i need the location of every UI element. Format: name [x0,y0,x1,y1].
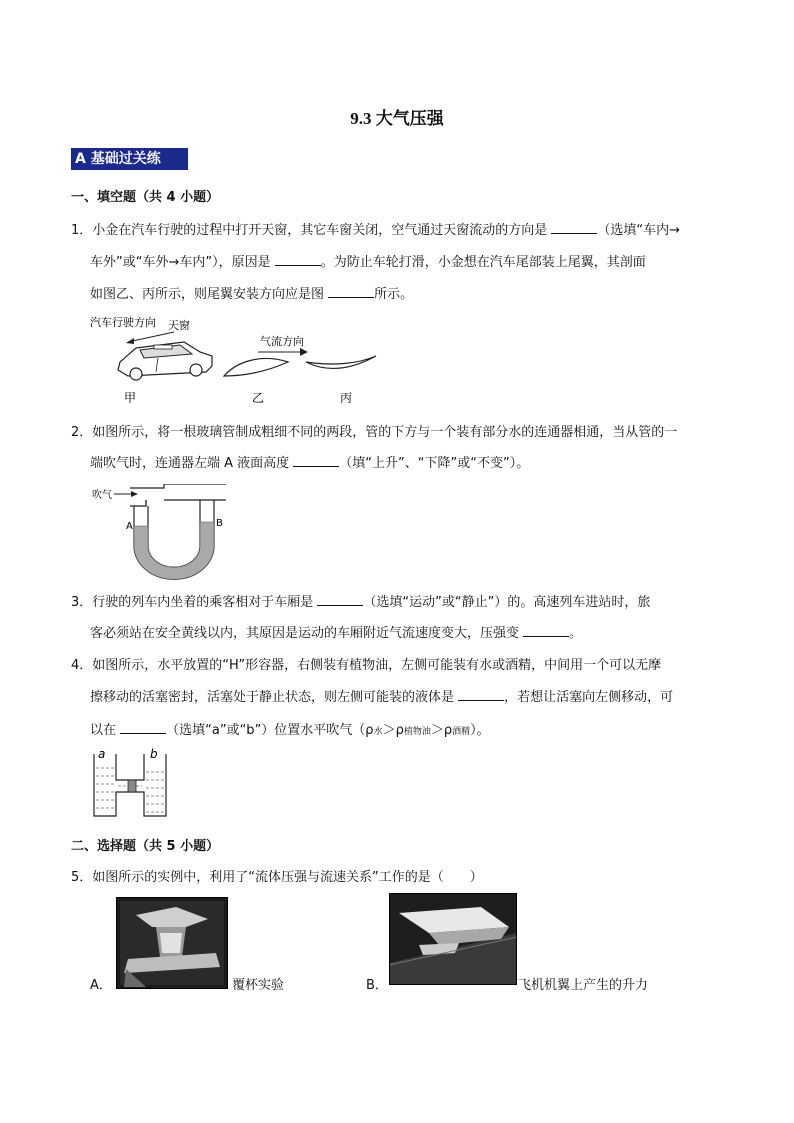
answer-blank[interactable] [293,454,339,467]
wing-yi-icon [224,358,288,376]
question-2-line-2 [90,452,529,471]
question-4-line-1: 4．如图所示，水平放置的“H”形容器，右侧装有植物油，左侧可能装有水或酒精，中间用一个可以无摩 [71,658,662,673]
piston [128,780,136,792]
label-a: A [126,521,133,532]
car-icon [118,342,212,380]
q1-text: 所示。 [374,287,414,302]
answer-blank[interactable] [328,285,374,298]
q3-text: 客必须站在安全黄线以内，其原因是运动的车厢附近气流速度变大，压强变 [90,626,524,641]
q4-text: ＞ρ [430,723,453,738]
drive-arrow [128,332,174,342]
q4-text: （选填“a”或“b”）位置水平吹气（ρ [166,723,374,738]
figure-label-jia: 甲 [124,391,137,405]
sunroof-label: 天窗 [168,319,190,332]
cup-experiment-photo [116,897,228,989]
question-1-line-3 [90,283,413,302]
q1-text: 如图乙、丙所示，则尾翼安装方向应是图 [90,287,329,302]
section-heading-fill: 一、填空题（共 4 小题） [71,190,220,205]
connected-vessel-figure [90,484,240,580]
airplane-wing-photo [389,893,517,985]
question-4-line-3 [90,719,490,738]
arrowhead-icon [131,491,138,497]
q2-text: （填“上升”、“下降”或“不变”）。 [339,456,530,471]
label-a: a [98,747,106,761]
option-b-text[interactable]: 飞机机翼上产生的升力 [518,978,649,993]
q2-text: 端吹气时，连通器左端 A 液面高度 [90,456,294,471]
question-1-line-2 [90,251,646,270]
section-banner: A 基础过关练 [71,148,188,170]
figure-label-yi: 乙 [252,391,265,405]
blow-label: 吹气 [92,490,112,501]
question-2-line-1: 2．如图所示，将一根玻璃管制成粗细不同的两段，管的下方与一个装有部分水的连通器相通，当从管的一 [71,425,678,440]
label-b: B [216,518,223,529]
answer-blank[interactable] [458,688,504,701]
page-title: 9.3 大气压强 [350,109,444,128]
label-b: b [150,747,158,761]
option-a-letter[interactable]: A． [90,978,112,993]
question-4-line-2 [90,686,673,705]
wing-bing-icon [306,356,376,369]
q4-text: ，若想让活塞向左侧移动，可 [504,690,674,705]
car-wing-figure [88,312,388,408]
answer-blank[interactable] [523,624,569,637]
q1-text: （选填“车内→ [597,223,681,238]
answer-blank[interactable] [275,253,321,266]
option-b-letter[interactable]: B． [366,978,388,993]
arrowhead-icon [300,348,308,356]
q3-text: 3．行驶的列车内坐着的乘客相对于车厢是 [71,595,318,610]
arrowhead-icon [126,338,134,344]
section-heading-choice: 二、选择题（共 5 小题） [71,839,220,854]
question-5-stem: 5．如图所示的实例中，利用了“流体压强与流速关系”工作的是（ ） [71,870,483,885]
answer-blank[interactable] [551,221,597,234]
answer-blank[interactable] [317,593,363,606]
question-3-line-1 [71,591,650,610]
option-a-text[interactable]: 覆杯实验 [232,978,285,993]
q1-text: 。为防止车轮打滑，小金想在汽车尾部装上尾翼，其剖面 [320,255,646,270]
subscript-water: 水 [373,727,383,737]
q4-text: ）。 [470,723,490,738]
q4-text: 擦移动的活塞密封，活塞处于静止状态，则左侧可能装的液体是 [90,690,459,705]
question-3-line-2 [90,622,582,641]
figure-label-bing: 丙 [340,391,353,405]
u-tube-inner [148,500,200,567]
q1-text: 车外”或“车外→车内”），原因是 [90,255,275,270]
q1-text: 1．小金在汽车行驶的过程中打开天窗，其它车窗关闭，空气通过天窗流动的方向是 [71,223,552,238]
q4-text: ＞ρ [382,723,404,738]
water-fill [134,522,214,579]
subscript-alcohol: 酒精 [452,727,471,737]
glass-tube [130,484,226,506]
drive-direction-label: 汽车行驶方向 [90,316,156,329]
q3-text: （选填“运动”或“静止”）的。高速列车进站时，旅 [363,595,651,610]
subscript-oil: 植物油 [403,727,431,737]
q4-text: 以在 [90,723,121,738]
h-container-figure [92,746,172,820]
answer-blank[interactable] [120,721,166,734]
q3-text: 。 [569,626,583,641]
question-1-line-1 [71,219,680,238]
airflow-label: 气流方向 [260,335,304,348]
